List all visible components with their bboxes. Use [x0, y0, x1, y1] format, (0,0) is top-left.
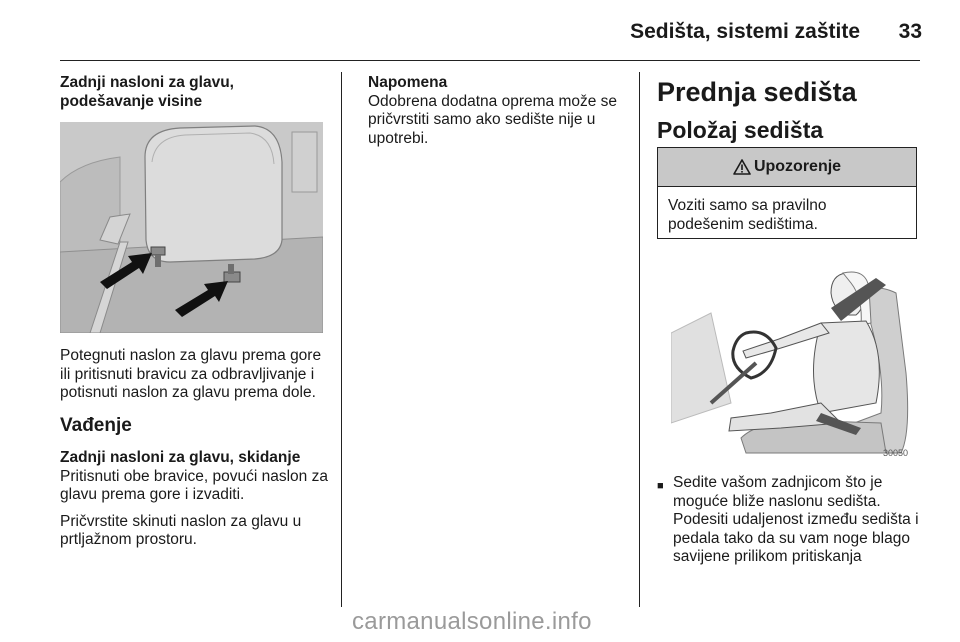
middle-column	[368, 74, 628, 148]
warning-text: Voziti samo sa pravilno podešenim sedištima.	[668, 197, 827, 233]
note-label: Napomena	[368, 74, 448, 91]
seating-position-illustration	[671, 253, 920, 460]
header-rule	[60, 60, 920, 61]
note-text: Odobrena dodatna oprema može se pričvrstiti samo ako sedište nije u upotrebi.	[368, 92, 618, 147]
storage-text: Pričvrstite skinuti naslon za glavu u prtljažnom prostoru.	[60, 512, 302, 548]
column-divider-2	[639, 72, 640, 607]
watermark: carmanualsonline.info	[352, 608, 592, 635]
headrest-illustration	[60, 122, 323, 333]
section-removal-title: Vađenje	[60, 414, 132, 436]
warning-header	[658, 148, 916, 187]
warning-triangle-icon	[733, 159, 751, 175]
warning-box	[657, 147, 917, 239]
removal-text: Pritisnuti obe bravice, povući naslon za glavu prema gore i izvaditi.	[60, 467, 328, 503]
list-item	[657, 474, 922, 567]
page-number: 33	[898, 20, 922, 43]
removal-sub-heading: Zadnji nasloni za glavu, skidanje	[60, 449, 301, 466]
bullet-square-icon: ■	[657, 480, 664, 492]
bullet-list	[657, 474, 922, 567]
front-seats-title: Prednja sedišta	[657, 77, 857, 107]
figure-code: 30050	[883, 448, 909, 458]
header-title: Sedišta, sistemi zaštite	[630, 20, 860, 43]
seat-position-title: Položaj sedišta	[657, 117, 824, 143]
left-column	[60, 74, 328, 111]
headrest-adjust-text: Potegnuti naslon za glavu prema gore ili pritisnuti bravicu za odbravljivanje i potisnuti naslon za glavu prema dole.	[60, 347, 322, 401]
left-column-lower	[60, 347, 328, 550]
bullet-text: Sedite vašom zadnjicom što je moguće bliže naslonu sedišta. Podesiti udaljenost između sedišta i pedala tako da su vam noge blago savijene prilikom pritiskanja	[673, 474, 919, 565]
warning-title: Upozorenje	[753, 158, 842, 175]
headrest-heading: Zadnji nasloni za glavu, podešavanje visine	[60, 74, 234, 110]
column-divider-1	[341, 72, 342, 607]
right-column-headings	[657, 76, 922, 144]
